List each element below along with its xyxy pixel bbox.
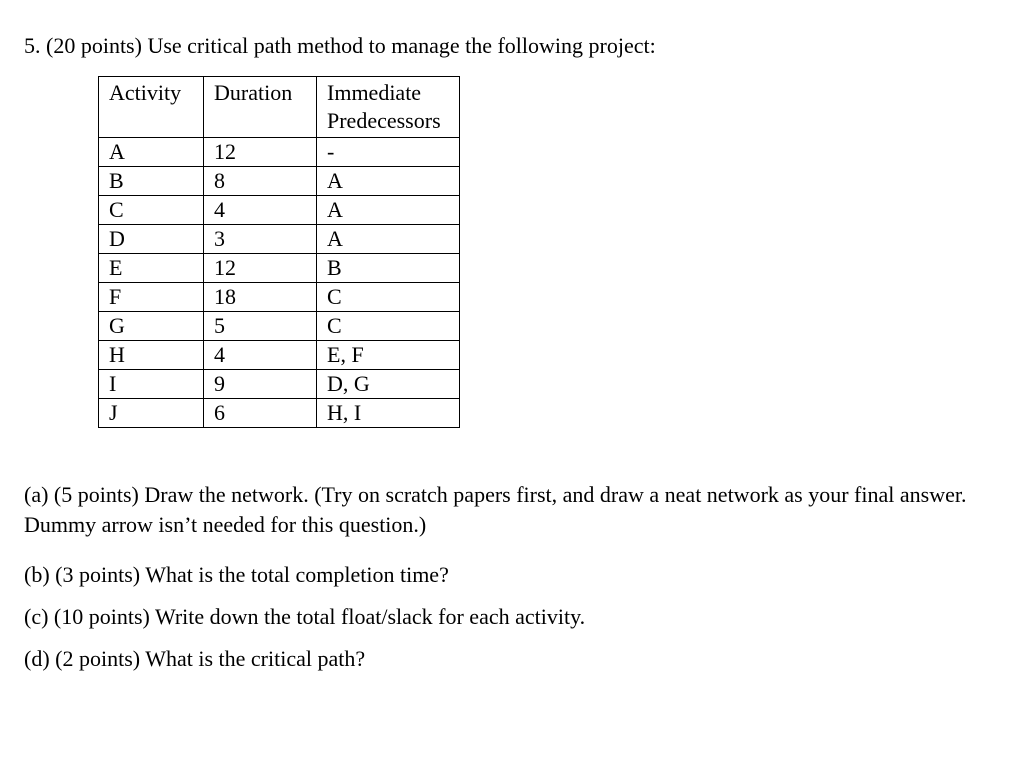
header-pred-line2: Predecessors — [327, 108, 441, 133]
cell-duration: 5 — [204, 312, 317, 341]
cell-predecessors: A — [317, 196, 460, 225]
cell-predecessors: H, I — [317, 399, 460, 428]
cell-duration: 6 — [204, 399, 317, 428]
part-a: (a) (5 points) Draw the network. (Try on scratch papers first, and draw a neat network as your final answer. Dummy arrow isn’t needed for this question.) — [24, 482, 967, 537]
cell-predecessors: - — [317, 138, 460, 167]
cell-predecessors: A — [317, 225, 460, 254]
table-header-row — [99, 77, 460, 138]
cell-duration: 18 — [204, 283, 317, 312]
cell-duration: 9 — [204, 370, 317, 399]
table-row — [99, 283, 460, 312]
table-row — [99, 399, 460, 428]
cell-activity: E — [99, 254, 204, 283]
cell-predecessors: C — [317, 283, 460, 312]
header-predecessors — [317, 77, 460, 138]
part-c: (c) (10 points) Write down the total float/slack for each activity. — [24, 604, 586, 629]
cell-duration: 3 — [204, 225, 317, 254]
question-title: 5. (20 points) Use critical path method to manage the following project: — [24, 33, 656, 58]
part-b: (b) (3 points) What is the total completion time? — [24, 562, 449, 587]
table-body — [99, 138, 460, 428]
question-parts — [24, 480, 984, 674]
cell-duration: 8 — [204, 167, 317, 196]
table-row — [99, 167, 460, 196]
cell-activity: F — [99, 283, 204, 312]
cell-duration: 12 — [204, 254, 317, 283]
cell-predecessors: C — [317, 312, 460, 341]
cell-activity: G — [99, 312, 204, 341]
cell-predecessors: D, G — [317, 370, 460, 399]
cell-predecessors: A — [317, 167, 460, 196]
header-duration: Duration — [204, 77, 317, 138]
cell-predecessors: E, F — [317, 341, 460, 370]
cell-activity: C — [99, 196, 204, 225]
cell-activity: J — [99, 399, 204, 428]
table-row — [99, 341, 460, 370]
table-row — [99, 196, 460, 225]
cell-activity: D — [99, 225, 204, 254]
cell-activity: I — [99, 370, 204, 399]
table-row — [99, 370, 460, 399]
cell-duration: 4 — [204, 196, 317, 225]
part-d: (d) (2 points) What is the critical path? — [24, 646, 366, 671]
cell-duration: 4 — [204, 341, 317, 370]
activity-table — [98, 76, 460, 428]
cell-predecessors: B — [317, 254, 460, 283]
table-row — [99, 138, 460, 167]
table-row — [99, 312, 460, 341]
header-activity: Activity — [99, 77, 204, 138]
table-row — [99, 254, 460, 283]
cell-duration: 12 — [204, 138, 317, 167]
table-row — [99, 225, 460, 254]
cell-activity: H — [99, 341, 204, 370]
cell-activity: A — [99, 138, 204, 167]
cell-activity: B — [99, 167, 204, 196]
header-pred-line1: Immediate — [327, 80, 422, 105]
